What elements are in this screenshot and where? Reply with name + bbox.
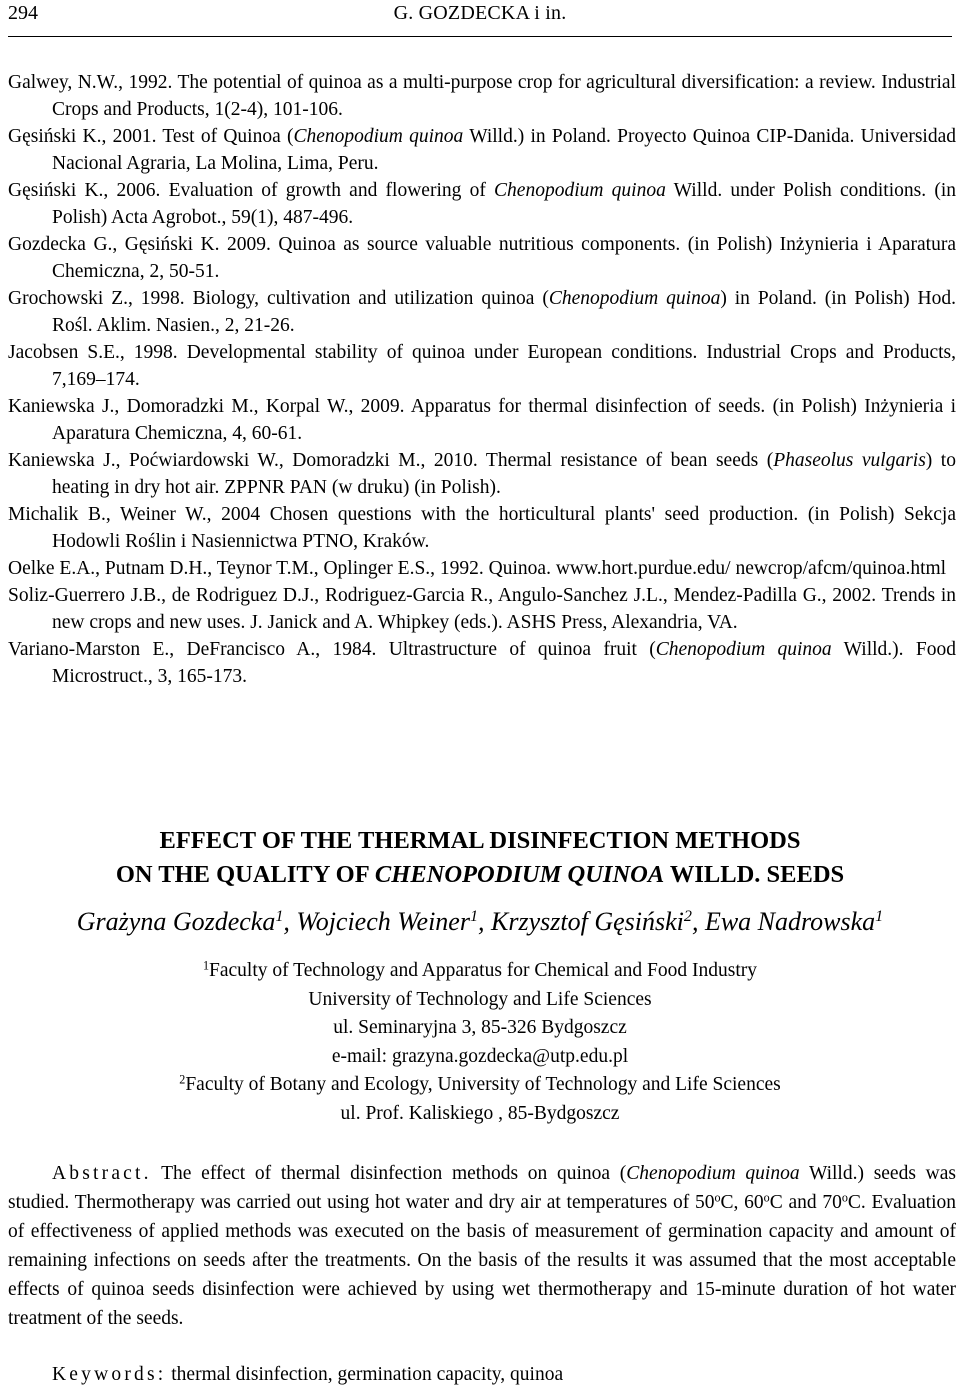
reference-text: Galwey, N.W., 1992. The potential of quinoa as a multi-purpose crop for agricultural diversification: a review. Industrial Crops and Products, 1(2-4), 101-106.: [8, 72, 956, 120]
degree-mark-3: o: [841, 1190, 848, 1205]
reference-text-end: Willd.). Food Microstruct., 3, 165-173.: [52, 639, 956, 687]
reference-item: [8, 501, 956, 555]
reference-text: Jacobsen S.E., 1998. Developmental stability of quinoa under European conditions. Industrial Crops and Products, 7,169–174.: [8, 342, 956, 390]
title-line-1: EFFECT OF THE THERMAL DISINFECTION METHODS: [159, 827, 801, 854]
degree-mark-2: o: [763, 1190, 770, 1205]
reference-item: [8, 177, 956, 231]
reference-text: Michalik B., Weiner W., 2004 Chosen questions with the horticultural plants' seed production. (in Polish) Sekcja Hodowli Roślin i Nasiennictwa PTNO, Kraków.: [8, 504, 956, 552]
reference-text: Gęsiński K., 2006. Evaluation of growth and flowering of: [8, 180, 495, 201]
title-line-2-start: ON THE QUALITY OF: [115, 861, 375, 888]
reference-text: Kaniewska J., Domoradzki M., Korpal W., 2009. Apparatus for thermal disinfection of seeds. (in Polish) Inżynieria i Aparatura Chemiczna, 4, 60-61.: [8, 396, 956, 444]
keywords-label: Keywords:: [52, 1364, 167, 1385]
reference-species-name: Chenopodium quinoa: [655, 639, 832, 660]
author-name: Wojciech Weiner: [296, 907, 470, 936]
affiliation-1-text: Faculty of Technology and Apparatus for Chemical and Food Industry: [209, 960, 757, 981]
keywords: [52, 1361, 563, 1389]
author-separator: ,: [478, 907, 492, 936]
header-rule: [8, 36, 952, 37]
reference-item: [8, 393, 956, 447]
reference-species-name: Chenopodium quinoa: [293, 126, 464, 147]
reference-item: [8, 69, 956, 123]
author-list: [0, 904, 960, 940]
reference-text: Grochowski Z., 1998. Biology, cultivation and utilization quinoa (: [8, 288, 549, 309]
reference-item: [8, 582, 956, 636]
author-affiliation-marker: 1: [275, 908, 284, 926]
affiliation-2-address: ul. Prof. Kaliskiego , 85-Bydgoszcz: [340, 1102, 620, 1124]
reference-species-name: Phaseolus vulgaris: [773, 450, 926, 471]
abstract-text-4: C and 70: [769, 1192, 842, 1213]
abstract-text-5: C. Evaluation of effectiveness of applied methods was executed on the basis of measurement of germination capacity and amount of remaining infections on seeds after the treatments. On the basis of the results it was assumed that the most acceptable effects of quinoa seeds disinfection were achieved by using wet thermotherapy and 15-minute duration of hot water treatment of the seeds.: [8, 1192, 956, 1329]
reference-list: [8, 69, 956, 690]
page-header: [0, 0, 960, 34]
abstract-label: Abstract.: [52, 1163, 152, 1184]
reference-text-end: Willd. under Polish conditions. (in Polish) Acta Agrobot., 59(1), 487-496.: [52, 180, 956, 228]
reference-text-end: Willd.) in Poland. Proyecto Quinoa CIP-Danida. Universidad Nacional Agraria, La Molina, Lima, Peru.: [52, 126, 956, 174]
affiliation-2-text: Faculty of Botany and Ecology, University of Technology and Life Sciences: [185, 1074, 781, 1095]
author-affiliation-marker: 2: [683, 908, 692, 926]
affiliation-email: e-mail: grazyna.gozdecka@utp.edu.pl: [331, 1045, 629, 1067]
reference-item: [8, 447, 956, 501]
author-separator: ,: [283, 907, 297, 936]
degree-mark-1: o: [714, 1190, 721, 1205]
affiliation-2-marker: 2: [179, 1072, 186, 1087]
affiliation-university: University of Technology and Life Sciences: [308, 988, 652, 1010]
author-name: Krzysztof Gęsiński: [491, 907, 684, 936]
running-head: G. GOZDECKA i in.: [393, 2, 567, 24]
page-number: 294: [8, 2, 38, 24]
reference-species-name: Chenopodium quinoa: [494, 180, 666, 201]
author-name: Ewa Nadrowska: [704, 907, 876, 936]
reference-item: [8, 555, 956, 582]
reference-item: [8, 339, 956, 393]
title-line-2-end: WILLD. SEEDS: [664, 861, 845, 888]
affiliation-address: ul. Seminaryjna 3, 85-326 Bydgoszcz: [333, 1017, 627, 1038]
abstract: [8, 1159, 956, 1333]
author-affiliation-marker: 1: [875, 908, 884, 926]
reference-item: [8, 636, 956, 690]
affiliation-1: [0, 957, 960, 986]
abstract-species: Chenopodium quinoa: [626, 1163, 800, 1184]
reference-text: Variano-Marston E., DeFrancisco A., 1984. Ultrastructure of quinoa fruit (: [8, 639, 656, 660]
author-affiliation-marker: 1: [469, 908, 479, 926]
title-species-name: CHENOPODIUM QUINOA: [374, 861, 665, 888]
reference-text: Kaniewska J., Poćwiardowski W., Domoradzki M., 2010. Thermal resistance of bean seeds (: [8, 450, 774, 471]
reference-item: [8, 285, 956, 339]
reference-text: Oelke E.A., Putnam D.H., Teynor T.M., Oplinger E.S., 1992. Quinoa. www.hort.purdue.edu/ newcrop/afcm/quinoa.html: [8, 558, 947, 579]
article-title: [0, 824, 960, 892]
reference-text-end: ) in Poland. (in Polish) Hod. Rośl. Aklim. Nasien., 2, 21-26.: [52, 288, 956, 336]
reference-text: Gozdecka G., Gęsiński K. 2009. Quinoa as source valuable nutritious components. (in Polish) Inżynieria i Aparatura Chemiczna, 2, 50-51.: [8, 234, 956, 282]
abstract-text-2: Willd.) seeds was studied. Thermotherapy was carried out using hot water and dry air at temperatures of 50: [8, 1163, 956, 1213]
reference-text: Gęsiński K., 2001. Test of Quinoa (: [8, 126, 294, 147]
abstract-text-1: The effect of thermal disinfection methods on quinoa (: [151, 1163, 627, 1184]
reference-species-name: Chenopodium quinoa: [548, 288, 721, 309]
reference-item: [8, 231, 956, 285]
keywords-text: thermal disinfection, germination capacity, quinoa: [166, 1364, 564, 1385]
affiliations: [0, 957, 960, 1128]
author-separator: ,: [691, 907, 705, 936]
reference-item: [8, 123, 956, 177]
reference-text-end: ) to heating in dry hot air. ZPPNR PAN (w druku) (in Polish).: [52, 450, 956, 498]
abstract-text-3: C, 60: [720, 1192, 764, 1213]
author-name: Grażyna Gozdecka: [76, 907, 276, 936]
affiliation-2: [0, 1071, 960, 1100]
affiliation-1-marker: 1: [202, 958, 210, 973]
reference-text: Soliz-Guerrero J.B., de Rodriguez D.J., Rodriguez-Garcia R., Angulo-Sanchez J.L., Mendez-Padilla G., 2002. Trends in new crops and new uses. J. Janick and A. Whipkey (eds.). ASHS Press, Alexandria, VA.: [8, 585, 956, 633]
